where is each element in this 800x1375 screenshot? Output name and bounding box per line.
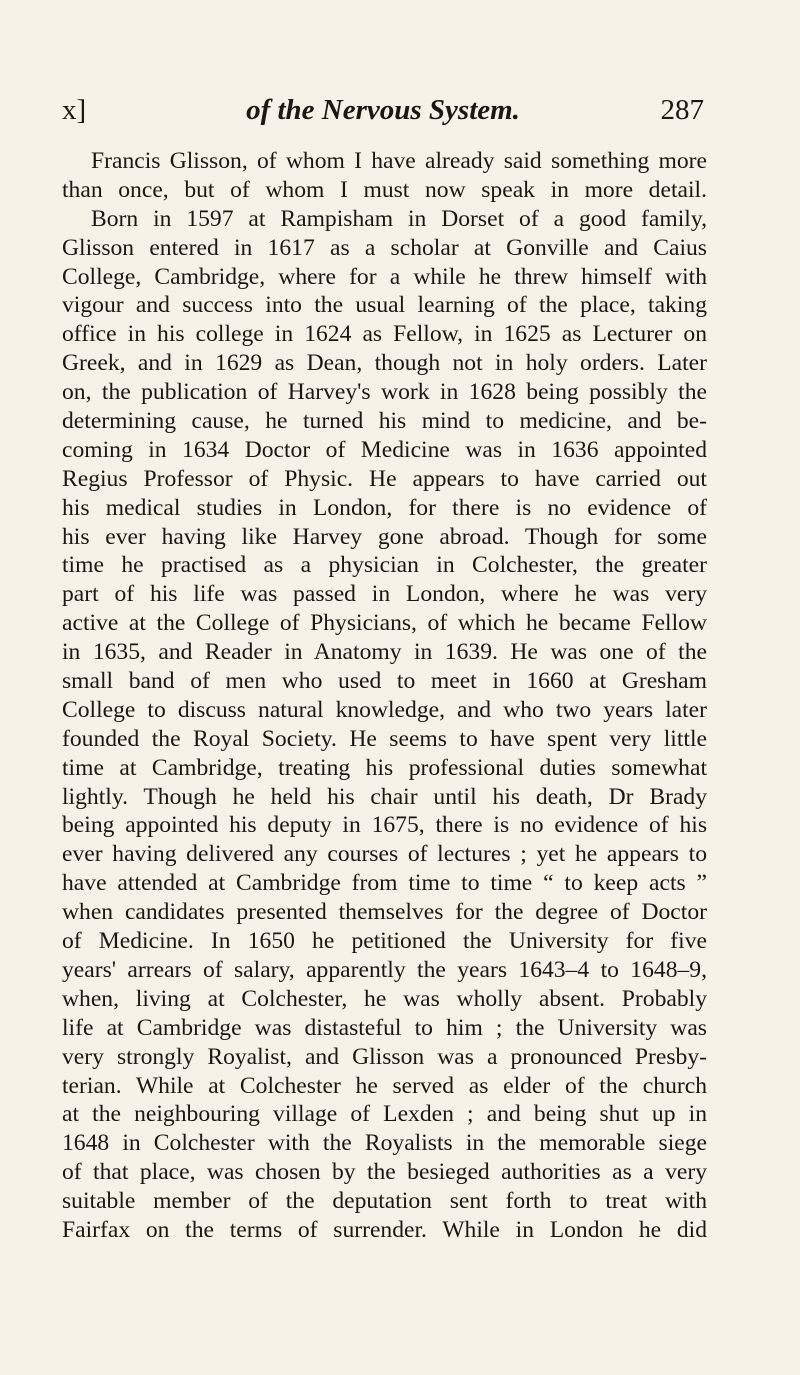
text-line: suitable member of the deputation sent forth to treat with bbox=[62, 1188, 707, 1215]
text-line: Greek, and in 1629 as Dean, though not in holy orders. Later bbox=[62, 350, 707, 377]
text-line: ever having delivered any courses of lectures ; yet he appears to bbox=[62, 841, 707, 868]
text-line: at the neighbouring village of Lexden ; and being shut up in bbox=[62, 1101, 707, 1128]
text-line: small band of men who used to meet in 1660 at Gresham bbox=[62, 668, 707, 695]
text-line: being appointed his deputy in 1675, there is no evidence of his bbox=[62, 812, 707, 839]
text-line: of that place, was chosen by the besieged authorities as a very bbox=[62, 1159, 707, 1186]
running-title: of the Nervous System. bbox=[246, 94, 520, 126]
text-line: his ever having like Harvey gone abroad. Though for some bbox=[62, 523, 707, 550]
text-line: Born in 1597 at Rampisham in Dorset of a good family, bbox=[91, 205, 707, 232]
text-line: active at the College of Physicians, of which he became Fellow bbox=[62, 610, 707, 637]
text-line: life at Cambridge was distasteful to him ; the University was bbox=[62, 1014, 707, 1041]
text-line: time he practised as a physician in Colchester, the greater bbox=[62, 552, 707, 579]
text-line: than once, but of whom I must now speak in more detail. bbox=[62, 176, 707, 203]
text-line: office in his college in 1624 as Fellow, in 1625 as Lecturer on bbox=[62, 321, 707, 348]
text-line: Regius Professor of Physic. He appears to have carried out bbox=[62, 465, 707, 492]
text-line: vigour and success into the usual learning of the place, taking bbox=[62, 292, 707, 319]
body-paragraph bbox=[62, 147, 707, 1245]
text-line: when, living at Colchester, he was wholly absent. Probably bbox=[62, 985, 707, 1012]
text-line: have attended at Cambridge from time to time “ to keep acts ” bbox=[62, 870, 707, 897]
text-line: Fairfax on the terms of surrender. While in London he did bbox=[62, 1216, 707, 1243]
text-line: of Medicine. In 1650 he petitioned the University for five bbox=[62, 928, 707, 955]
text-line: College, Cambridge, where for a while he threw himself with bbox=[62, 263, 707, 290]
text-line: Francis Glisson, of whom I have already said something more bbox=[91, 148, 707, 174]
text-line: very strongly Royalist, and Glisson was a pronounced Presby- bbox=[62, 1043, 707, 1070]
text-line: lightly. Though he held his chair until his death, Dr Brady bbox=[62, 783, 707, 810]
text-line: when candidates presented themselves for the degree of Doctor bbox=[62, 899, 707, 926]
running-head bbox=[62, 90, 704, 130]
text-line: Glisson entered in 1617 as a scholar at Gonville and Caius bbox=[62, 234, 707, 261]
page-number: 287 bbox=[660, 94, 704, 126]
text-line: time at Cambridge, treating his professional duties somewhat bbox=[62, 754, 707, 781]
text-line: College to discuss natural knowledge, and who two years later bbox=[62, 696, 707, 723]
text-line: his medical studies in London, for there is no evidence of bbox=[62, 494, 707, 521]
text-line: founded the Royal Society. He seems to have spent very little bbox=[62, 725, 707, 752]
text-line: in 1635, and Reader in Anatomy in 1639. He was one of the bbox=[62, 639, 707, 666]
chapter-marker: x] bbox=[62, 94, 87, 126]
text-line: terian. While at Colchester he served as elder of the church bbox=[62, 1072, 707, 1099]
text-line: coming in 1634 Doctor of Medicine was in 1636 appointed bbox=[62, 436, 707, 463]
text-line: years' arrears of salary, apparently the years 1643–4 to 1648–9, bbox=[62, 956, 707, 983]
text-line: part of his life was passed in London, where he was very bbox=[62, 581, 707, 608]
text-line: determining cause, he turned his mind to medicine, and be- bbox=[62, 408, 707, 435]
text-line: 1648 in Colchester with the Royalists in the memorable siege bbox=[62, 1130, 707, 1157]
text-line: on, the publication of Harvey's work in 1628 being possibly the bbox=[62, 379, 707, 406]
